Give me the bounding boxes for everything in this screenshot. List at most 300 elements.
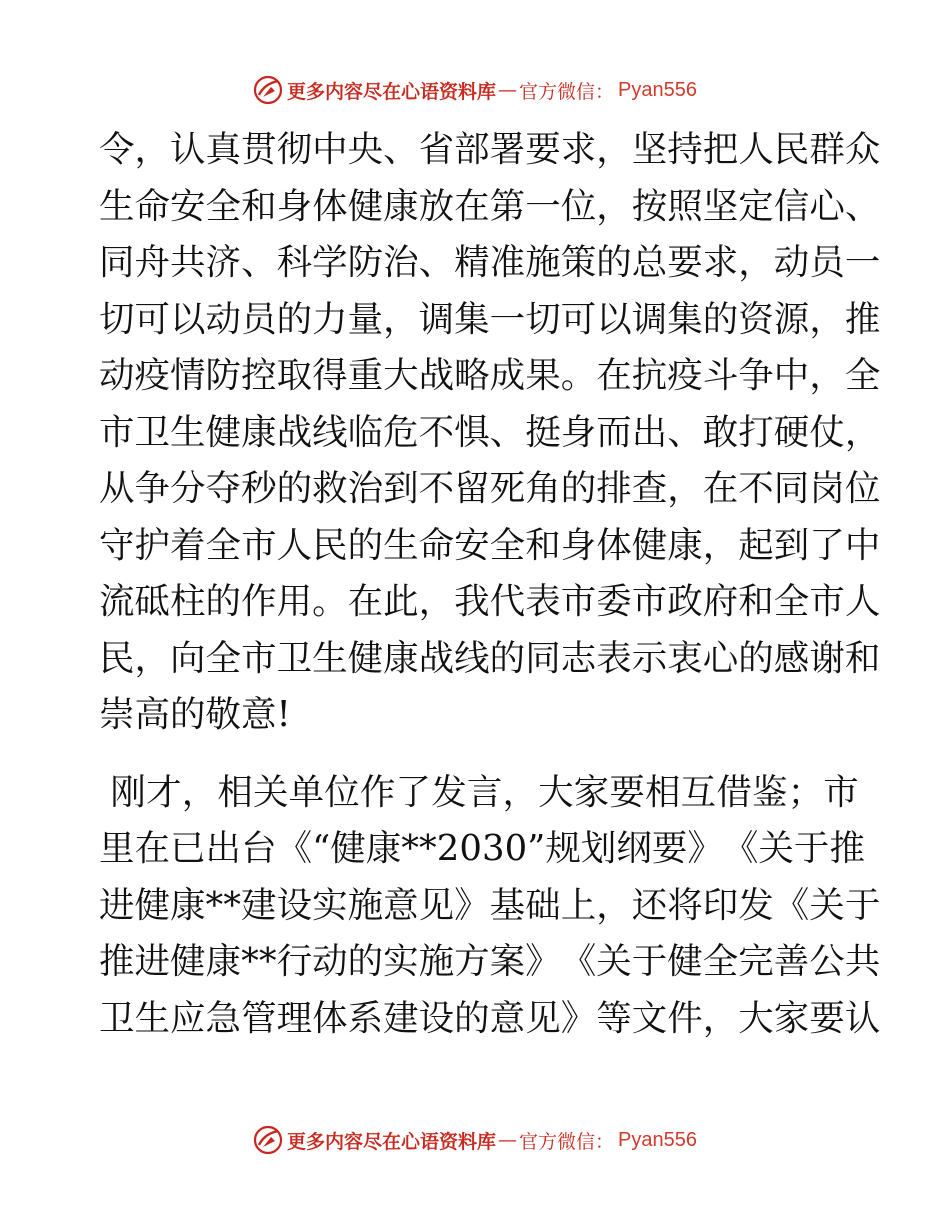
header-dash: — xyxy=(498,79,518,101)
header-wechat-label: 官方微信： xyxy=(519,80,615,103)
text-char: 台 xyxy=(241,828,277,869)
text-char: 照 xyxy=(667,185,703,227)
text-char: 动 xyxy=(773,242,810,283)
text-char: 市 xyxy=(99,411,135,453)
text-char: 健 xyxy=(205,411,242,453)
text-char: 在 xyxy=(702,468,739,509)
text-char: 防 xyxy=(205,355,242,396)
text-char: 求 xyxy=(702,242,739,283)
text-char: 一 xyxy=(489,298,526,340)
text-char: 衷 xyxy=(667,637,703,679)
text-char: 重 xyxy=(347,355,384,396)
paragraph-1 xyxy=(99,122,881,744)
text-char: 划 xyxy=(580,828,617,869)
text-char: 代 xyxy=(489,581,526,622)
text-char: ， xyxy=(134,129,171,170)
paragraph-2 xyxy=(99,765,881,1048)
text-char: 规 xyxy=(545,828,581,869)
text-char: 抗 xyxy=(631,355,668,396)
text-char: 发 xyxy=(738,884,774,926)
text-char: 家 xyxy=(573,771,610,813)
text-line: 崇高的敬意! xyxy=(99,694,291,735)
text-char: 民 xyxy=(99,637,135,679)
text-char: ， xyxy=(134,637,171,679)
text-char: 署 xyxy=(489,129,526,170)
text-char: 卫 xyxy=(276,637,313,679)
text-char: 动 xyxy=(205,298,242,340)
footer-banner xyxy=(0,1120,950,1160)
text-char: 件 xyxy=(667,997,703,1039)
text-char: 。 xyxy=(560,355,597,396)
text-char: 施 xyxy=(418,941,455,982)
text-char: 建 xyxy=(383,997,419,1039)
text-char: 健 xyxy=(134,884,171,926)
text-char: ， xyxy=(702,524,739,566)
text-char: 、 xyxy=(489,411,526,453)
text-line xyxy=(99,122,881,179)
text-char: 线 xyxy=(454,637,490,679)
text-char: 0 xyxy=(504,828,528,869)
text-char: 争 xyxy=(134,468,171,509)
text-char: 治 xyxy=(347,468,384,509)
text-char: 理 xyxy=(276,997,313,1039)
text-char: 市 xyxy=(241,524,277,566)
text-char: 令 xyxy=(99,129,135,170)
text-char: 防 xyxy=(347,242,384,283)
text-char: 言 xyxy=(466,771,503,813)
text-char: 略 xyxy=(454,355,490,396)
text-char: 意 xyxy=(489,997,526,1039)
header-wechat-id: Pyan556 xyxy=(618,78,697,101)
text-char: ， xyxy=(809,355,845,396)
text-char: 和 xyxy=(241,185,277,227)
text-char: 纲 xyxy=(616,828,652,869)
text-char: 》 xyxy=(687,828,723,869)
text-char: ， xyxy=(596,185,632,227)
text-char: 》 xyxy=(560,997,597,1039)
text-char: 救 xyxy=(312,468,348,509)
text-char: 敢 xyxy=(702,411,739,453)
text-char: ， xyxy=(702,997,739,1039)
text-char: 康 xyxy=(667,524,703,566)
text-char: 《 xyxy=(276,828,313,869)
text-char: 表 xyxy=(596,637,632,679)
text-char: 生 xyxy=(134,997,171,1039)
text-char: 《 xyxy=(560,941,597,982)
text-char: 员 xyxy=(809,242,845,283)
header-banner xyxy=(0,70,950,110)
text-char: 0 xyxy=(459,828,482,869)
text-char: 关 xyxy=(758,828,794,869)
text-char: * xyxy=(223,884,242,926)
text-char: 同 xyxy=(99,242,135,283)
text-line xyxy=(99,878,881,935)
text-char: 秒 xyxy=(241,468,277,509)
text-char: 家 xyxy=(773,997,810,1039)
text-char: 将 xyxy=(667,884,703,926)
text-char: 分 xyxy=(170,468,206,509)
text-char: 于 xyxy=(844,884,881,926)
text-char: 体 xyxy=(312,997,348,1039)
text-char: 市 xyxy=(823,771,859,813)
text-char: 出 xyxy=(631,411,668,453)
text-char: 和 xyxy=(844,637,881,679)
text-char: 疫 xyxy=(667,355,703,396)
text-char: 中 xyxy=(844,524,881,566)
text-char: 在 xyxy=(347,581,384,622)
text-char: 可 xyxy=(560,298,597,340)
text-char: 在 xyxy=(454,185,490,227)
text-char: 不 xyxy=(738,468,774,509)
text-char: 大 xyxy=(538,771,574,813)
text-char: 砥 xyxy=(134,581,171,622)
text-char: 健 xyxy=(667,941,703,982)
text-char: 的 xyxy=(205,581,242,622)
text-char: 印 xyxy=(702,884,739,926)
text-char: 可 xyxy=(134,298,171,340)
text-char: 、 xyxy=(383,129,419,170)
text-char: 量 xyxy=(347,298,384,340)
text-char: 健 xyxy=(170,941,206,982)
text-line xyxy=(99,765,859,822)
text-char: 动 xyxy=(312,941,348,982)
text-char: 疫 xyxy=(134,355,171,396)
text-char: 关 xyxy=(596,941,632,982)
text-char: 了 xyxy=(395,771,432,813)
text-char: 础 xyxy=(525,884,561,926)
text-char: 应 xyxy=(170,997,206,1039)
text-char: 用 xyxy=(276,581,313,622)
text-char: ， xyxy=(502,771,538,813)
text-char: 、 xyxy=(418,242,455,283)
text-char xyxy=(99,765,110,822)
text-char: 位 xyxy=(844,468,881,509)
text-char: 定 xyxy=(738,185,774,227)
text-char: 得 xyxy=(312,355,348,396)
text-char: 推 xyxy=(829,828,865,869)
text-char: 、 xyxy=(241,242,277,283)
text-char: “ xyxy=(312,828,331,869)
text-char: 的 xyxy=(276,468,313,509)
text-char: 的 xyxy=(276,298,313,340)
text-char: 健 xyxy=(330,828,366,869)
text-char: ， xyxy=(738,242,774,283)
text-char: 见 xyxy=(418,884,455,926)
text-char: 此 xyxy=(383,581,419,622)
text-char: * xyxy=(205,884,224,926)
text-char: 信 xyxy=(773,185,810,227)
text-char: 于 xyxy=(793,828,830,869)
text-char: 岗 xyxy=(809,468,845,509)
text-char: ； xyxy=(787,771,824,813)
text-char: 单 xyxy=(288,771,325,813)
text-char: 民 xyxy=(773,129,810,170)
text-char: 、 xyxy=(844,185,881,227)
paragraph-gap xyxy=(99,744,859,765)
text-char: 坚 xyxy=(631,129,668,170)
text-char: 控 xyxy=(241,355,277,396)
text-char: ， xyxy=(844,411,881,453)
text-char: 挺 xyxy=(525,411,561,453)
text-char: 共 xyxy=(170,242,206,283)
text-char: 作 xyxy=(359,771,396,813)
text-char: 大 xyxy=(738,997,774,1039)
text-char: 的 xyxy=(489,637,526,679)
text-char: 按 xyxy=(631,185,668,227)
document-body xyxy=(99,122,881,1047)
text-char: 文 xyxy=(631,997,668,1039)
text-char: 体 xyxy=(596,524,632,566)
brand-logo-icon xyxy=(253,75,283,105)
text-char: 康 xyxy=(170,884,206,926)
text-char: 《 xyxy=(773,884,810,926)
text-char: 健 xyxy=(347,185,384,227)
text-char: 着 xyxy=(170,524,206,566)
text-char: 的 xyxy=(454,997,490,1039)
text-char: 心 xyxy=(809,185,845,227)
text-char: 政 xyxy=(667,581,703,622)
header-site-text: 更多内容尽在心语资料库 xyxy=(287,80,497,103)
text-char: 同 xyxy=(525,637,561,679)
text-char: 学 xyxy=(312,242,348,283)
text-char: 心 xyxy=(702,637,739,679)
text-char: 市 xyxy=(631,581,668,622)
text-char: 还 xyxy=(631,884,668,926)
text-char: 体 xyxy=(312,185,348,227)
text-char: 位 xyxy=(324,771,360,813)
brand-logo-icon xyxy=(253,1125,283,1155)
text-char: 相 xyxy=(645,771,681,813)
text-char: 的 xyxy=(738,637,774,679)
text-char: * xyxy=(241,941,259,982)
text-char: 要 xyxy=(667,242,703,283)
text-char: 彻 xyxy=(276,129,313,170)
text-char: 持 xyxy=(667,129,703,170)
text-char: 基 xyxy=(489,884,526,926)
text-char: 策 xyxy=(560,242,597,283)
text-char: 真 xyxy=(205,129,242,170)
text-char: 善 xyxy=(773,941,810,982)
text-char: 身 xyxy=(560,411,597,453)
text-char: 等 xyxy=(596,997,632,1039)
text-char: 全 xyxy=(702,941,739,982)
text-char: 公 xyxy=(809,941,845,982)
text-char: 进 xyxy=(134,941,171,982)
text-char: 力 xyxy=(312,298,348,340)
text-char: 康 xyxy=(365,828,402,869)
text-char: 我 xyxy=(454,581,490,622)
text-char: 中 xyxy=(773,355,810,396)
text-char: 情 xyxy=(170,355,206,396)
text-char: 安 xyxy=(170,185,206,227)
text-char: 以 xyxy=(596,298,632,340)
text-char: 要 xyxy=(651,828,688,869)
text-char: 全 xyxy=(844,355,881,396)
text-char: 的 xyxy=(596,242,632,283)
text-char: 互 xyxy=(680,771,717,813)
text-char: 2 xyxy=(436,828,460,869)
text-char: 到 xyxy=(773,524,810,566)
text-char: 全 xyxy=(205,637,242,679)
text-char: 健 xyxy=(631,524,668,566)
text-char: 把 xyxy=(702,129,739,170)
text-char: 同 xyxy=(773,468,810,509)
text-char: 民 xyxy=(312,524,348,566)
text-char: 健 xyxy=(347,637,384,679)
text-line xyxy=(99,292,881,349)
text-char: 实 xyxy=(383,941,419,982)
text-char: 到 xyxy=(383,468,419,509)
text-char: 借 xyxy=(716,771,752,813)
text-char: 意 xyxy=(383,884,419,926)
text-char: * xyxy=(419,828,437,869)
text-char: 推 xyxy=(99,941,135,982)
text-char: 谢 xyxy=(809,637,845,679)
text-char: 急 xyxy=(205,997,242,1039)
text-char: 线 xyxy=(312,411,348,453)
text-char: 位 xyxy=(560,185,597,227)
text-char: 和 xyxy=(738,581,774,622)
text-char: 坚 xyxy=(702,185,739,227)
text-char: 生 xyxy=(99,185,135,227)
text-char: 感 xyxy=(773,637,810,679)
text-char: 求 xyxy=(560,129,597,170)
text-char: 留 xyxy=(454,468,490,509)
text-char: ， xyxy=(809,298,845,340)
text-char: 委 xyxy=(596,581,632,622)
text-char: 战 xyxy=(276,411,313,453)
text-char: 排 xyxy=(596,468,632,509)
text-char: 里 xyxy=(99,828,135,869)
text-line xyxy=(99,405,881,462)
text-char: 的 xyxy=(560,468,597,509)
text-char: 战 xyxy=(418,637,455,679)
text-char: * xyxy=(258,941,277,982)
text-char: ， xyxy=(418,581,455,622)
text-char: 济 xyxy=(205,242,242,283)
text-char: 行 xyxy=(276,941,313,982)
text-char: 取 xyxy=(276,355,313,396)
text-char: 人 xyxy=(738,129,774,170)
text-char: 发 xyxy=(431,771,467,813)
text-char: 生 xyxy=(170,411,206,453)
text-char: 调 xyxy=(631,298,668,340)
text-char: 的 xyxy=(702,298,739,340)
text-char: 。 xyxy=(312,581,348,622)
text-char: 惧 xyxy=(454,411,490,453)
text-char: 而 xyxy=(596,411,632,453)
text-char: 切 xyxy=(99,298,135,340)
text-char: 源 xyxy=(773,298,810,340)
text-char: 危 xyxy=(383,411,419,453)
text-char: 临 xyxy=(347,411,384,453)
text-char: 群 xyxy=(809,129,845,170)
text-char: 精 xyxy=(454,242,490,283)
text-char: 死 xyxy=(489,468,526,509)
footer-wechat-label: 官方微信： xyxy=(519,1130,615,1153)
text-line xyxy=(99,518,881,575)
text-char: 员 xyxy=(241,298,277,340)
text-char: 上 xyxy=(560,884,597,926)
text-char: 调 xyxy=(418,298,455,340)
text-line xyxy=(99,348,881,405)
text-line xyxy=(99,574,881,631)
text-char: 要 xyxy=(809,997,845,1039)
text-char: 》 xyxy=(454,884,490,926)
text-char: 见 xyxy=(525,997,561,1039)
text-char: 斗 xyxy=(702,355,739,396)
text-char: 案 xyxy=(489,941,526,982)
text-char: 一 xyxy=(844,242,881,283)
footer-dash: — xyxy=(498,1129,518,1151)
text-char: 准 xyxy=(489,242,526,283)
text-char: * xyxy=(401,828,420,869)
text-char: 人 xyxy=(844,581,881,622)
text-char: 刚 xyxy=(110,771,146,813)
text-char: 要 xyxy=(609,771,645,813)
text-char: 出 xyxy=(205,828,242,869)
text-char: 认 xyxy=(844,997,881,1039)
text-char: 施 xyxy=(525,242,561,283)
text-char: 作 xyxy=(241,581,277,622)
text-char: 中 xyxy=(312,129,348,170)
text-char: 放 xyxy=(418,185,455,227)
text-char: 命 xyxy=(134,185,171,227)
text-char: ， xyxy=(181,771,218,813)
text-char: 实 xyxy=(312,884,348,926)
text-char: 在 xyxy=(596,355,632,396)
text-char: 资 xyxy=(738,298,774,340)
text-char: 认 xyxy=(170,129,206,170)
text-char: 仗 xyxy=(809,411,845,453)
text-line xyxy=(99,179,881,236)
text-char: 起 xyxy=(738,524,774,566)
text-char: 推 xyxy=(844,298,881,340)
text-char: 切 xyxy=(525,298,561,340)
text-char: 护 xyxy=(134,524,171,566)
text-char: 守 xyxy=(99,524,135,566)
text-char: 人 xyxy=(276,524,313,566)
text-char: 角 xyxy=(525,468,561,509)
text-char: 身 xyxy=(276,185,313,227)
text-char: 康 xyxy=(383,185,419,227)
text-char: 生 xyxy=(312,637,348,679)
text-char: 的 xyxy=(347,941,384,982)
text-char: 相 xyxy=(217,771,253,813)
text-char: 建 xyxy=(241,884,277,926)
text-char: 于 xyxy=(631,941,668,982)
text-char: 进 xyxy=(99,884,135,926)
text-char: 示 xyxy=(631,637,668,679)
text-char: 果 xyxy=(525,355,561,396)
footer-wechat-id: Pyan556 xyxy=(618,1128,697,1151)
text-char: ， xyxy=(667,468,703,509)
text-char: 系 xyxy=(347,997,384,1039)
text-char: 夺 xyxy=(205,468,242,509)
text-char: 命 xyxy=(418,524,455,566)
text-char: 众 xyxy=(844,129,881,170)
text-char: 方 xyxy=(454,941,490,982)
text-char: 争 xyxy=(738,355,774,396)
text-char: 了 xyxy=(809,524,845,566)
text-char: 康 xyxy=(205,941,242,982)
text-char: 流 xyxy=(99,581,135,622)
text-char: 府 xyxy=(702,581,739,622)
text-char: 科 xyxy=(276,242,313,283)
text-char: 不 xyxy=(418,411,455,453)
text-char: 才 xyxy=(146,771,182,813)
text-char: 卫 xyxy=(99,997,135,1039)
